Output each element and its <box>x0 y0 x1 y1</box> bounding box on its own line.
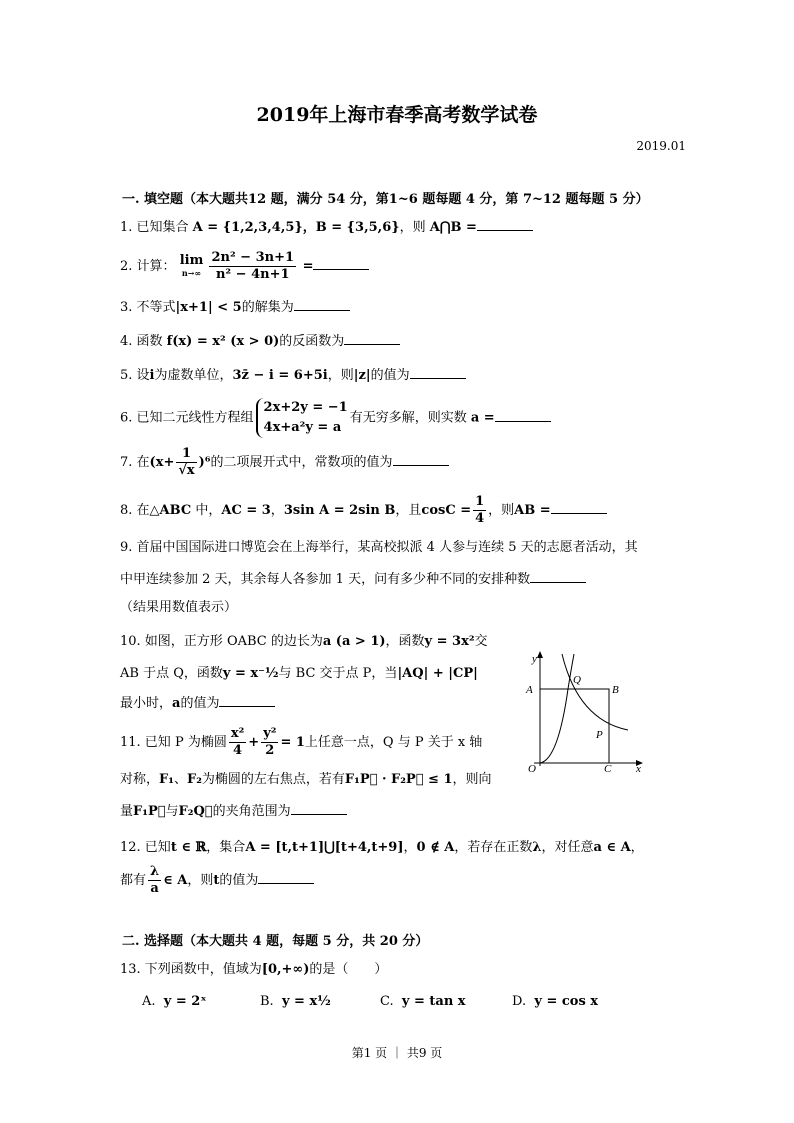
question-6: 6. 已知二元线性方程组 2x+2y = −1 4x+a²y = a 有无穷多解，则实数 a = <box>120 398 551 438</box>
label-c: C <box>604 763 612 774</box>
page-footer: 第1 页 ｜ 共9 页 <box>351 1046 443 1060</box>
question-9-line-2: 中甲连续参加 2 天，其余每人各参加 1 天，问有多少种不同的安排种数 <box>120 570 586 590</box>
question-10-line-3: 最小时，a的值为 <box>120 694 275 714</box>
answer-blank <box>393 453 449 466</box>
answer-blank <box>495 409 551 422</box>
answer-blank <box>313 257 369 270</box>
y-axis-arrow <box>537 651 543 658</box>
question-10-line-2: AB 于点 Q，函数y = x⁻½与 BC 交于点 P，当|AQ| + |CP| <box>120 666 478 681</box>
label-a: A <box>526 684 533 696</box>
label-x: x <box>636 763 641 774</box>
label-b: B <box>612 684 619 696</box>
answer-blank <box>219 694 275 707</box>
question-7: 7. 在(x+ $\frac{1}{√x}$ )⁶的二项展开式中，常数项的值为 <box>120 446 449 479</box>
answer-blank <box>530 570 586 583</box>
section-heading-fill-blank: 一. 填空题（本大题共12 题，满分 54 分，第1~6 题每题 4 分，第 7~12 题每题 5 分） <box>122 192 649 207</box>
label-p: P <box>596 729 603 741</box>
curve-parabola <box>540 654 574 763</box>
question-11-line-2: 对称，F₁、F₂为椭圆的左右焦点，若有F₁P⃗ · F₂P⃗ ≤ 1，则向 <box>120 772 492 787</box>
question-12-line-2: 都有 $\frac{\lambda}{a}$ ∈ A，则t的值为 <box>120 864 314 897</box>
question-13: 13. 下列函数中，值域为[0,+∞)的是（ ） <box>120 962 388 977</box>
square-curve-figure <box>518 648 648 778</box>
answer-blank <box>410 366 466 379</box>
label-y: y <box>532 653 537 665</box>
answer-blank <box>291 802 347 815</box>
question-4: 4. 函数 f(x) = x² (x > 0)的反函数为 <box>120 332 400 352</box>
label-q: Q <box>573 674 581 686</box>
answer-blank <box>294 298 350 311</box>
option-d: D. y = cos x <box>512 994 599 1009</box>
label-o: O <box>528 763 536 774</box>
exam-date: 2019.01 <box>636 139 686 153</box>
answer-blank <box>344 332 400 345</box>
equation-system: 2x+2y = −1 4x+a²y = a <box>256 398 348 438</box>
question-11-line-3: 量F₁P⃗与F₂Q⃗的夹角范围为 <box>120 802 347 822</box>
question-12-line-1: 12. 已知t ∈ ℝ，集合A = [t,t+1]⋃[t+4,t+9]，0 ∉ A，若存在正数λ，对任意a ∈ A， <box>120 840 644 855</box>
page-title: 2019年上海市春季高考数学试卷 <box>256 104 538 126</box>
option-a: A. y = 2ˣ <box>142 994 207 1009</box>
question-9-line-3: （结果用数值表示） <box>120 600 238 615</box>
question-9-line-1: 9. 首届中国国际进口博览会在上海举行，某高校拟派 4 人参与连续 5 天的志愿者活动，其 <box>120 540 638 555</box>
question-3: 3. 不等式|x+1| < 5的解集为 <box>120 298 350 318</box>
question-5: 5. 设i为虚数单位，3z̄ − i = 6+5i，则|z|的值为 <box>120 366 466 386</box>
answer-blank <box>551 501 607 514</box>
option-c: C. y = tan x <box>380 994 466 1009</box>
option-b: B. y = x½ <box>260 994 331 1009</box>
question-8: 8. 在△ABC 中，AC = 3，3sin A = 2sin B，且cosC = $\frac{1}{4}$ ，则AB = <box>120 494 607 527</box>
question-10-line-1: 10. 如图，正方形 OABC 的边长为a (a > 1)，函数y = 3x²交 <box>120 634 488 649</box>
answer-blank <box>258 871 314 884</box>
question-2: 2. 计算： lim n→∞ $\frac{\text{2n² − 3n+1}}{\text{n² − 4n+1}}$ = <box>120 250 369 283</box>
square-oabc <box>540 689 609 763</box>
question-1: 1. 已知集合 A = {1,2,3,4,5}，B = {3,5,6}，则 A⋂B = <box>120 218 533 238</box>
question-11-line-1: 11. 已知 P 为椭圆 $\frac{\text{x²}}{4}$ + $\frac{\text{y²}}{2}$ = 1上任意一点，Q 与 P 关于 x 轴 <box>120 726 483 758</box>
answer-blank <box>477 218 533 231</box>
section-heading-multiple-choice: 二. 选择题（本大题共 4 题，每题 5 分，共 20 分） <box>122 934 429 949</box>
